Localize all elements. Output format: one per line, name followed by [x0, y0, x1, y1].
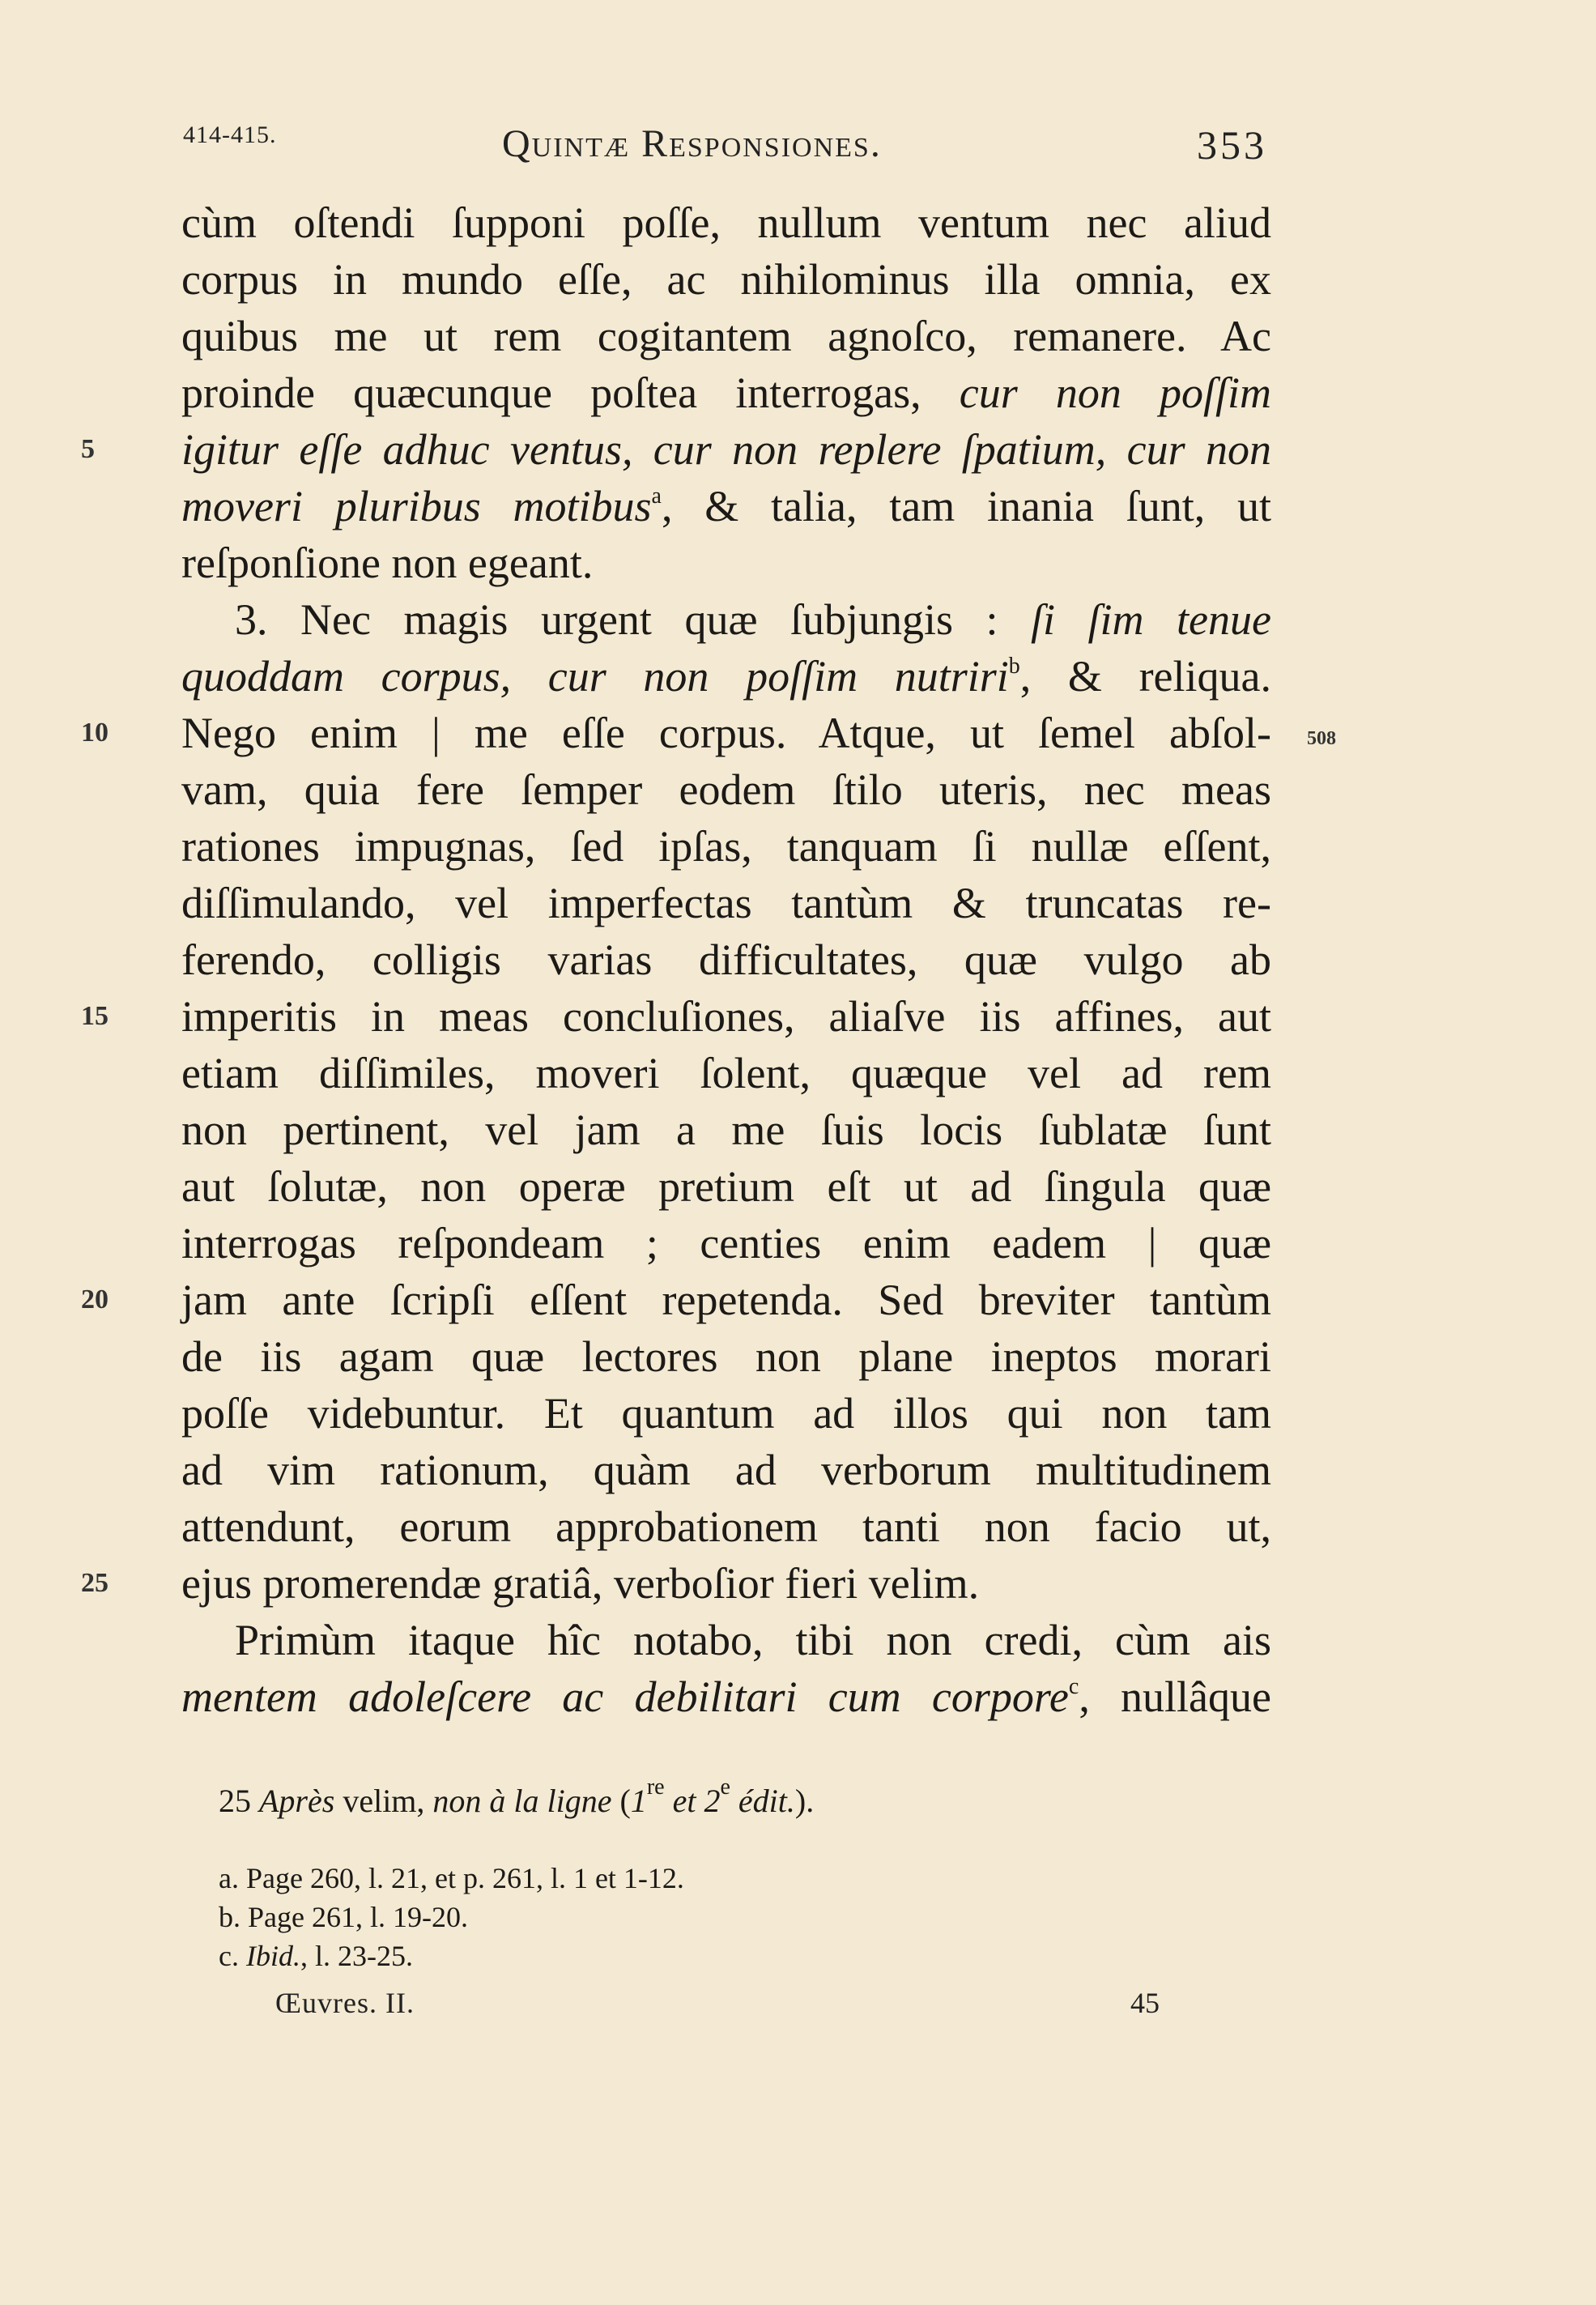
text-line — [181, 931, 1271, 988]
text-run: attendunt, eorum approbationem tanti non facio ut, — [181, 1502, 1271, 1551]
footer-signature: 45 — [1130, 1987, 1160, 2019]
text-run: ejus promerendæ gratiâ, verboſior fieri velim. — [181, 1559, 980, 1608]
italic-text: cur non poſſim — [959, 369, 1271, 417]
header-section-ref: 414-415. — [183, 121, 277, 148]
text-line — [181, 875, 1271, 931]
text-line — [181, 535, 1271, 591]
line-number: 15 — [81, 1001, 109, 1031]
italic-text: et 2 — [664, 1783, 721, 1819]
text-line — [235, 591, 1271, 648]
text-line — [181, 761, 1271, 818]
text-line — [181, 251, 1271, 308]
text-run: poſſe videbuntur. Et quantum ad illos qui non tam — [181, 1389, 1271, 1438]
text-run: , nullâque — [1079, 1672, 1271, 1721]
italic-text: Après — [259, 1783, 335, 1819]
italic-text: non à la ligne — [432, 1783, 612, 1819]
italic-text: Ibid. — [245, 1940, 300, 1972]
text-run: non pertinent, vel jam a me ſuis locis ſublatæ ſunt — [181, 1106, 1271, 1154]
footnote-marker: a — [651, 484, 662, 509]
text-line — [181, 478, 1271, 535]
italic-text: igitur eſſe adhuc ventus, cur non replere ſpatium, cur non — [181, 425, 1271, 474]
text-run: ferendo, colligis varias difficultates, quæ vulgo ab — [181, 935, 1271, 984]
text-run: Primùm itaque hîc notabo, tibi non credi, cùm ais — [235, 1616, 1271, 1664]
text-line — [181, 648, 1271, 705]
text-run: imperitis in meas concluſiones, aliaſve iis affines, aut — [181, 992, 1271, 1041]
text-line — [181, 705, 1271, 761]
text-run: Nego enim | me eſſe corpus. Atque, ut ſemel abſol- — [181, 709, 1271, 757]
text-line — [181, 1272, 1271, 1328]
text-run: etiam diſſimiles, moveri ſolent, quæque vel ad rem — [181, 1049, 1271, 1097]
italic-text: mentem adoleſcere ac debilitari cum corpore — [181, 1672, 1069, 1721]
text-line — [181, 1498, 1271, 1555]
text-run: diſſimulando, vel imperfectas tantùm & truncatas re- — [181, 879, 1271, 927]
line-number: 25 — [81, 1568, 109, 1598]
variant-note — [219, 1775, 815, 1820]
text-run: 25 — [219, 1783, 259, 1819]
text-run: rationes impugnas, ſed ipſas, tanquam ſi nullæ eſſent, — [181, 822, 1271, 871]
text-line — [235, 1612, 1271, 1668]
page-number: 353 — [1197, 122, 1267, 168]
text-run: cùm oſtendi ſupponi poſſe, nullum ventum nec aliud — [181, 198, 1271, 247]
text-line — [181, 1101, 1271, 1158]
text-line — [181, 194, 1271, 251]
line-number: 10 — [81, 718, 109, 748]
text-run: vam, quia fere ſemper eodem ſtilo uteris, nec meas — [181, 765, 1271, 814]
footnote-c — [219, 1939, 413, 1973]
italic-text: ſi ſim tenue — [1031, 595, 1271, 644]
footnote-marker: e — [720, 1775, 730, 1800]
text-run: jam ante ſcripſi eſſent repetenda. Sed breviter tantùm — [181, 1276, 1271, 1324]
italic-text: 1 — [630, 1783, 647, 1819]
text-run: c. — [219, 1940, 246, 1972]
text-run: ). — [794, 1783, 815, 1819]
text-run: proinde quæcunque poſtea interrogas, — [181, 369, 960, 417]
text-run: reſponſione non egeant. — [181, 539, 594, 587]
text-line — [181, 1215, 1271, 1272]
italic-text: moveri pluribus motibus — [181, 482, 652, 530]
footnote-b: b. Page 261, l. 19-20. — [219, 1901, 468, 1933]
text-run: , l. 23-25. — [300, 1940, 413, 1972]
running-title: Quintæ Responsiones. — [502, 122, 882, 165]
text-run: , & reliqua. — [1019, 652, 1271, 701]
text-line — [181, 1158, 1271, 1215]
text-line — [181, 988, 1271, 1045]
text-line — [181, 421, 1271, 478]
margin-reference: 508 — [1307, 728, 1336, 749]
text-line — [181, 1555, 1271, 1612]
line-number: 5 — [81, 434, 95, 464]
text-line — [181, 1668, 1271, 1725]
text-run: aut ſolutæ, non operæ pretium eſt ut ad ſingula quæ — [181, 1162, 1271, 1211]
footnote-marker: re — [646, 1775, 665, 1800]
text-run: , & talia, tam inania ſunt, ut — [661, 482, 1271, 530]
line-number: 20 — [81, 1285, 109, 1314]
italic-text: quoddam corpus, cur non poſſim nutriri — [181, 652, 1009, 701]
text-run: quibus me ut rem cogitantem agnoſco, remanere. Ac — [181, 312, 1271, 360]
text-run: ad vim rationum, quàm ad verborum multitudinem — [181, 1446, 1271, 1494]
text-run: 3. Nec magis urgent quæ ſubjungis : — [235, 595, 1032, 644]
text-run: corpus in mundo eſſe, ac nihilominus illa omnia, ex — [181, 255, 1271, 304]
footnote-marker: b — [1008, 654, 1020, 679]
text-line — [181, 308, 1271, 364]
text-line — [181, 1442, 1271, 1498]
text-line — [181, 364, 1271, 421]
italic-text: édit. — [730, 1783, 795, 1819]
text-line — [181, 1328, 1271, 1385]
text-run: de iis agam quæ lectores non plane ineptos morari — [181, 1332, 1271, 1381]
footnote-marker: c — [1068, 1674, 1079, 1699]
text-line — [181, 1385, 1271, 1442]
text-run: ( — [611, 1783, 631, 1819]
text-line — [181, 818, 1271, 875]
footer-volume: Œuvres. II. — [275, 1987, 415, 2019]
footnote-a: a. Page 260, l. 21, et p. 261, l. 1 et 1-12. — [219, 1862, 684, 1894]
text-run: interrogas reſpondeam ; centies enim eadem | quæ — [181, 1219, 1271, 1268]
text-line — [181, 1045, 1271, 1101]
text-run: velim, — [334, 1783, 433, 1819]
